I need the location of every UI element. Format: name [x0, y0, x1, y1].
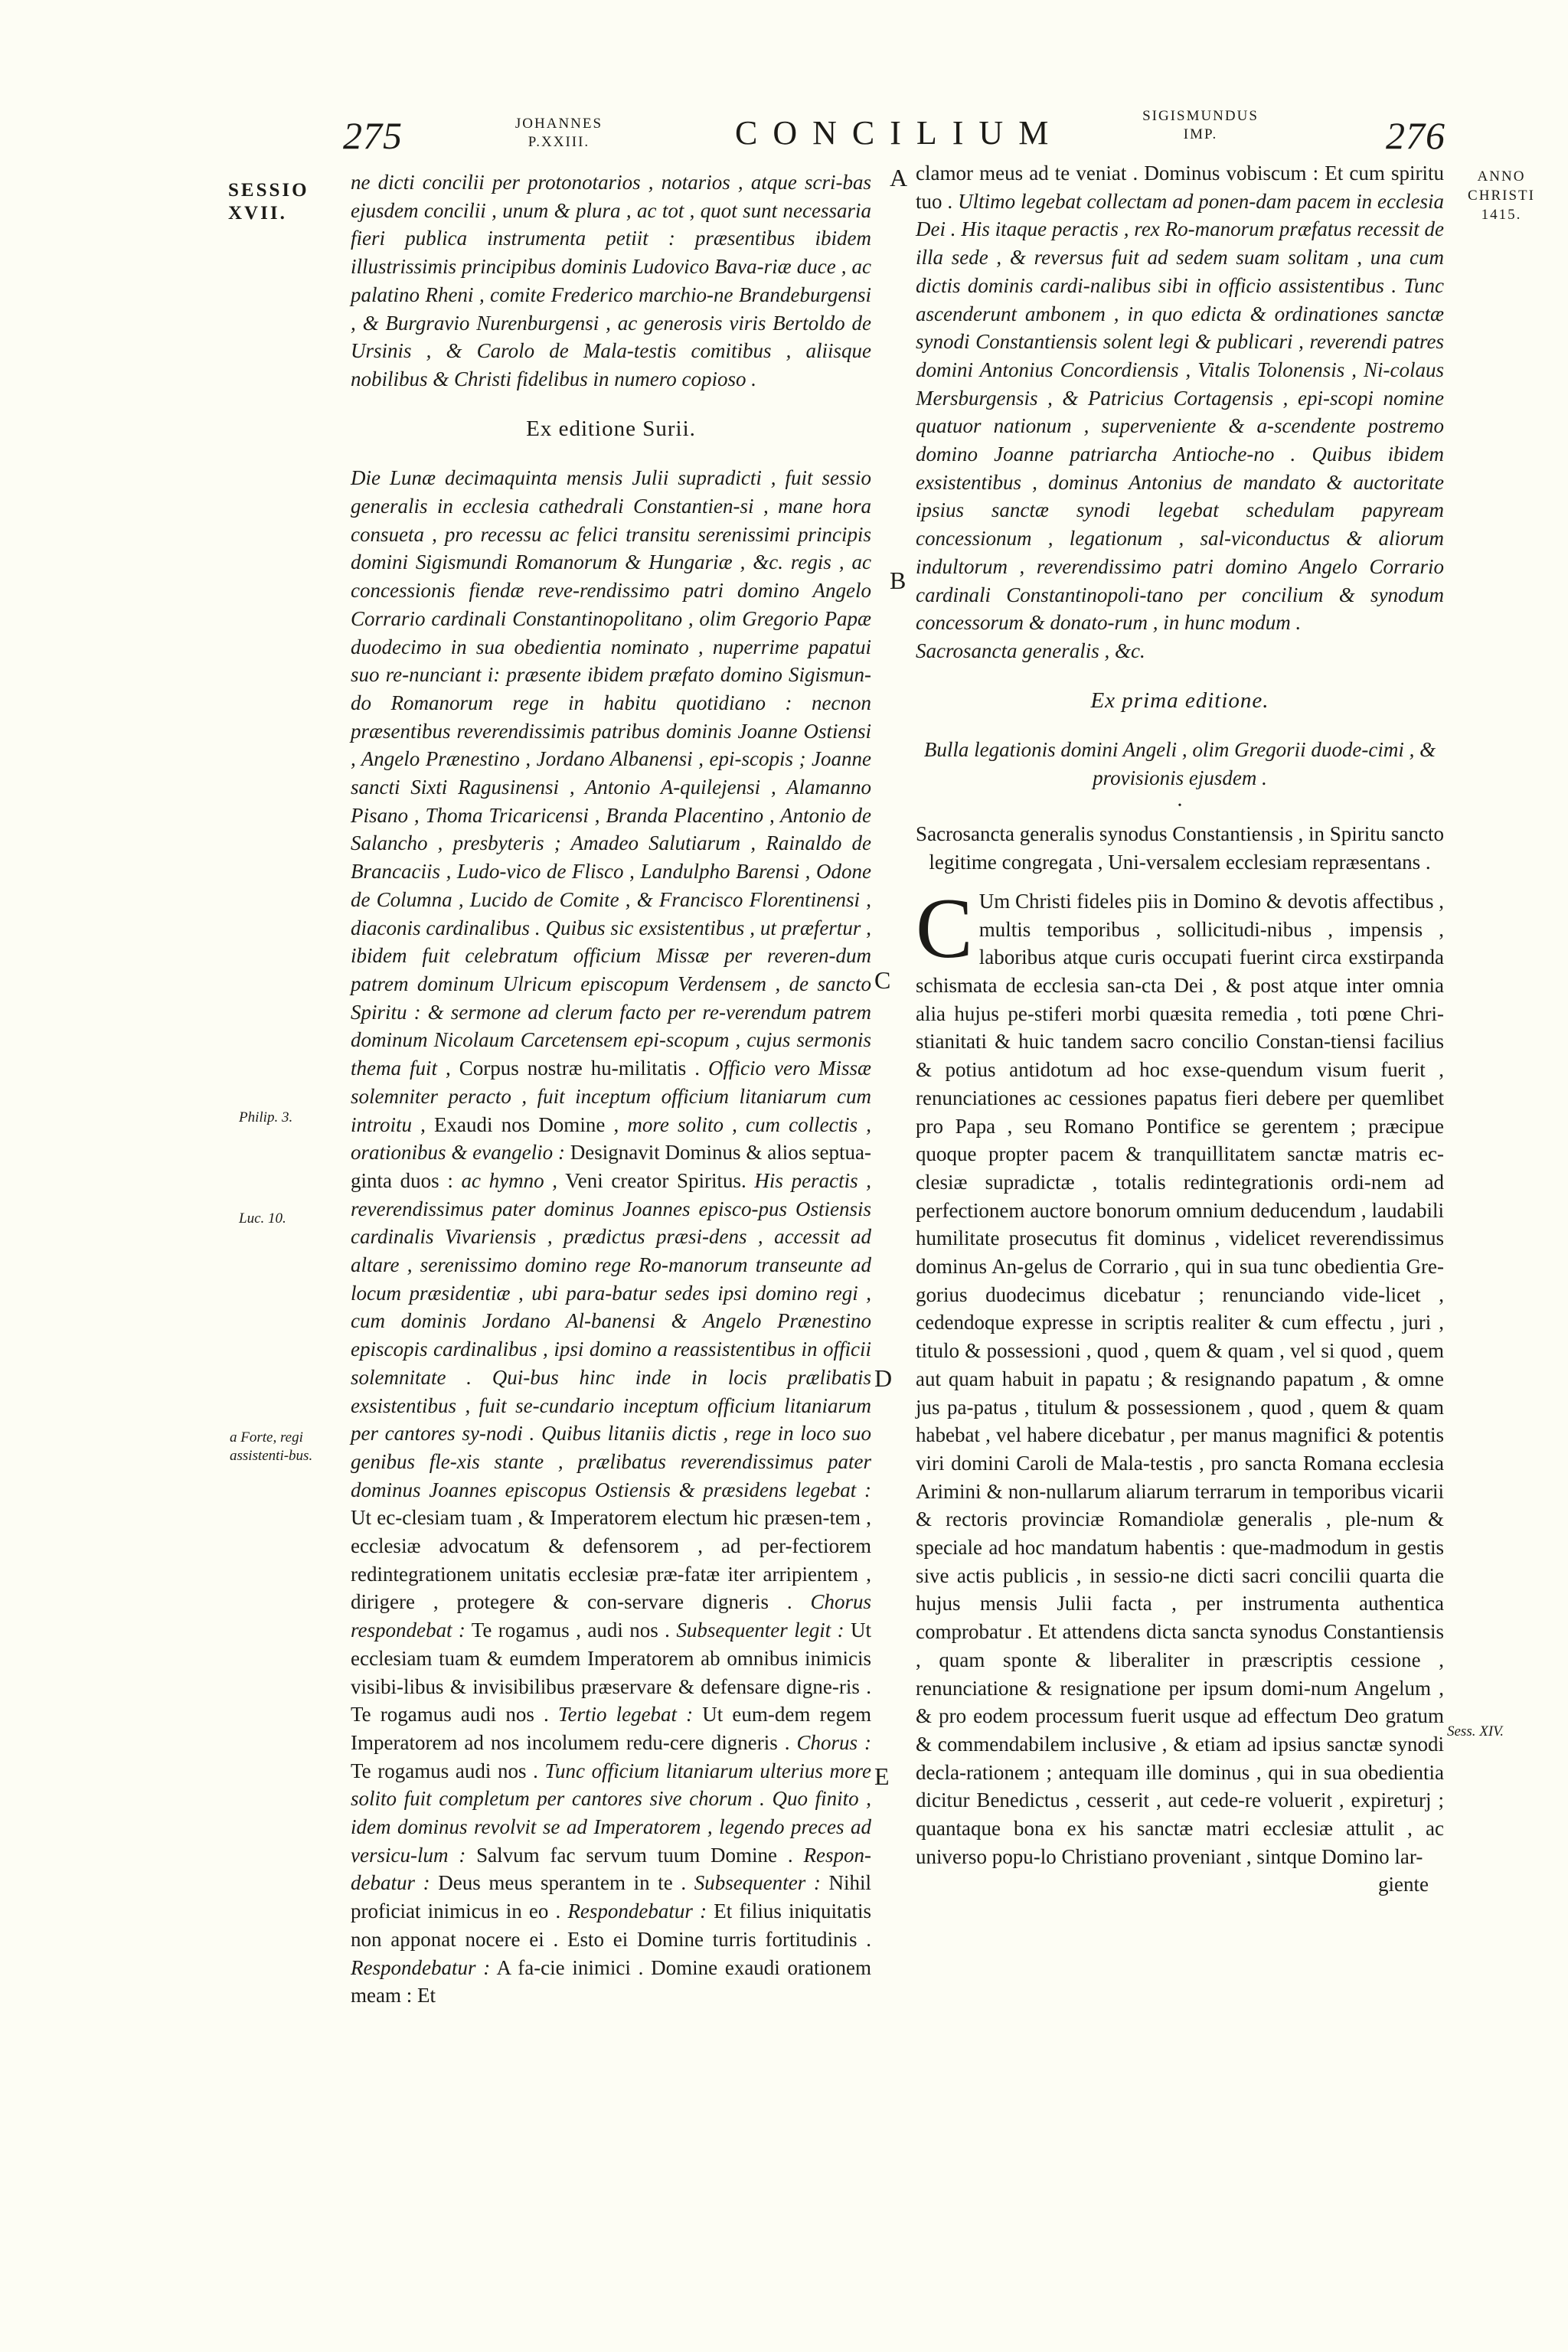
drop-capital: C — [916, 880, 973, 976]
section-letter-a: A — [890, 164, 908, 191]
anno-year: 1415. — [1481, 207, 1522, 223]
left-body-segment: Respon-debatur : — [351, 1843, 871, 1895]
margin-note-philip: Philip. 3. — [239, 1109, 293, 1125]
right-top-segment: Ultimo legebat collectam ad ponen-dam pacem in ecclesia Dei . His itaque peractis , rex Ro-manorum præfatus recessit de illa sede , & reversus fuit ad sedem suam solitam , una cum dictis dominis cardi-nalibus sibi in officio assistentibus . Tunc ascenderunt ambonem , in quo edicta & ordinationes sanctæ synodi Constantiensis solent legi & publicari , reverendi patres domini Antonius Concordiensis , Vitalis Tolonensis , Ni-colaus Mersburgensis , & Patricius Cortagensis , epi-scopi nomine quatuor nationum , superveniente & a-scendente postremo domino Joanne patriarcha Antioche-no . Quibus ibidem exsistentibus , dominus Antonius de mandato & auctoritate ipsius sanctæ synodi legebat schedulam papyream concessionum , legationum , sal-viconductus & aliorum indultorum , reverendissimo patri domino Angelo Corrario cardinali Constantinopoli-tano per concilium & synodum concessorum & donato-rum , in hunc modum . — [916, 189, 1444, 635]
left-intro-paragraph: ne dicti concilii per protonotarios , notarios , atque scri-bas ejusdem concilii , unum & plura , ac tot , quot sunt necessaria fieri publica instrumenta petiit : præsentibus ibidem illustrissimis principibus dominis Ludovico Bava-riæ duce , ac palatino Rheni , comite Frederico marchio-ne Brandeburgensi , & Burgravio Nurenburgensi , ac generosis viris Bertoldo de Ursinis , & Carolo de Mala-testis comitibus , aliisque nobilibus & Christi fidelibus in numero copioso . — [351, 171, 871, 390]
left-body-segment: Deus meus sperantem in te . — [430, 1871, 694, 1895]
bulla-body-text: Um Christi fideles piis in Domino & devotis affectibus , multis temporibus , sollicitudi-nibus , impensis , laboribus atque curis occupati fuerint circa exstirpanda schismata de ecclesia san-cta Dei , & post atque inter omnia alia hujus pe-stiferi morbi quæsita remedia , toti pœne Chri-stianitati & huic tandem sacro concilio Constan-tiensi facilius & potius antidotum ad hoc exse-quendum visum fuerit , renunciationes ac cessiones papatus fieri debere per quemlibet pro Papa , seu Romano Pontifice se gerentem ; præcipue quoque propter pacem & tranquillitatem sanctæ matris ec-clesiæ supradictæ , totalis redintegrationis ordi-nem ad perfectionem auctore bonorum omnium deducendum , laudabili humilitate prosecutus fit dominus , videlicet reverendissimus dominus An-gelus de Corrario , qui in sua tunc obedientia Gre-gorius duodecimus dicebatur ; renunciando vide-licet , cedendoque expresse in scriptis realiter & cum effectu , juri , titulo & possessioni , quod , quem & quam , vel si quod , quem aut quam habuit in papatu ; & resignando papatum , & omne jus pa-patus , titulum & possessionem , quod , quem & quam habebat , vel habere dicebatur , per manus magnifici & potentis viri domini Caroli de Mala-testis , pro sancta Romana ecclesia Arimini & non-nullarum aliarum terrarum in temporibus vicarii & rectoris provinciæ Romandiolæ generalis , ple-num & speciale ad hoc mandatum habentis : que-madmodum in gestis sive actis publicis , in sessio-ne dicti sacri concilii quarta die hujus mensis Julii facta , per instrumenta authentica comprobatur . Et attendens dicta sancta synodus Constantiensis , quam sponte & liberaliter in præscriptis cessione , renunciatione & resignatione per ipsum domi-num Angelum , & pro eodem processum fuerit usque ad effectum Deo gratum & commendabilem inclusive , & etiam ad ipsius sanctæ synodi decla-rationem ; antequam ille dominus , qui in sua obedientia dicitur Benedictus , cesserit , aut cede-re voluerit , expireturj ; quantaque bona ex his sanctæ matri ecclesiæ attulit , ac universo popu-lo Christiano proveniant , sintque Domino lar- — [916, 889, 1444, 1868]
margin-note-sess: Sess. XIV. — [1447, 1723, 1504, 1740]
right-top-segment: clamor meus ad te veniat . Dominus vobiscum : Et cum spiritu tuo . — [916, 162, 1444, 213]
left-body-segment: Exaudi nos Domine , — [425, 1112, 628, 1136]
session-label: SESSIO XVII. — [228, 180, 309, 224]
left-body-segment: Subsequenter legit : — [676, 1619, 844, 1642]
margin-note-luc: Luc. 10. — [239, 1210, 286, 1227]
left-body-segment: Ut eum-dem regem Imperatorem ad nos incolumem redu-cere digneris . — [351, 1703, 871, 1754]
right-running-head: SIGISMUNDUS IMP. — [1142, 108, 1259, 142]
section-letter-b: B — [890, 567, 906, 594]
right-page-number: 276 — [1386, 114, 1446, 157]
left-page-number: 275 — [343, 114, 403, 157]
left-body-segment: ac hymno , — [461, 1168, 558, 1192]
margin-note-forte: a Forte, regi assistenti-bus. — [230, 1429, 313, 1464]
left-body-paragraph — [351, 464, 871, 2010]
left-body-segment: Te rogamus , audi nos . — [465, 1619, 677, 1642]
left-body-segment: Subsequenter : — [694, 1871, 821, 1895]
anno-label: ANNO CHRISTI — [1468, 168, 1535, 204]
heading-editione-surii: Ex editione Surii. — [526, 416, 696, 441]
left-body-segment: Ut ecclesiam tuam & eumdem Imperatorem ab omnibus inimicis visibi-libus & invisibilibus præservare & defensare digne-ris . Te rogamus audi nos . — [351, 1619, 871, 1726]
synod-heading: Sacrosancta generalis synodus Constantiensis , in Spiritu sancto legitime congregata , Uni-versalem ecclesiam repræsentans . — [916, 822, 1444, 874]
left-body-segment: Tertio legebat : — [557, 1703, 694, 1726]
left-body-segment: A fa-cie inimici . Domine exaudi orationem meam : Et — [351, 1955, 872, 2007]
left-body-segment: Respondebatur : — [567, 1900, 707, 1923]
left-body-segment: Veni creator Spiritus. — [557, 1168, 755, 1192]
left-body-segment: Et filius iniquitatis non apponat nocere ei . Esto ei Domine turris fortitudinis . — [351, 1900, 872, 1951]
right-top-paragraph — [916, 159, 1444, 637]
left-column — [351, 168, 871, 2010]
left-body-segment: Die Lunæ decimaquinta mensis Julii supradicti , fuit sessio generalis in ecclesia cathedrali Constantien-si , mane hora consueta , pro recessu ac felici transitu serenissimi principis domini Sigismundi Romanorum & Hungariæ , &c. regis , ac concessionis fiendæ reve-rendissimo patri domino Angelo Corrario cardinali Constantinopolitano , olim Gregorio Papæ duodecimo in sua obedientia nominato , nuperrime papatui suo re-nunciant i: præsente ibidem præfato domino Sigismun-do Romanorum rege in habitu quotidiano : necnon præsentibus reverendissimis patribus dominis Joanne Ostiensi , Angelo Prænestino , Jordano Albanensi , epi-scopis ; Joanne sancti Sixti Ragusinensi , Antonio A-quilejensi , Alamanno Pisano , Thoma Tricaricensi , Branda Placentino , Antonio de Salancho , presbyteris ; Amadeo Salutiarum , Rainaldo de Brancaciis , Ludo-vico de Flisco , Landulpho Barensi , Odone de Columna , Lucido de Comite , & Francisco Florentinensi , diaconis cardinalibus . Quibus sic exsistentibus , ut præfertur , ibidem fuit celebratum officium Missæ per reveren-dum patrem dominum Ulricum episcopum Verdensem , de sancto Spiritu : & sermone ad clerum facto per re-verendum patrem dominum Nicolaum Carcetensem epi-scopum , cujus sermonis thema fuit , — [351, 466, 871, 1080]
running-title: CONCILIUM — [735, 114, 1064, 152]
left-body-segment: Designavit Dominus & alios septua-ginta duos : — [351, 1141, 871, 1192]
catchword: giente — [1378, 1873, 1429, 1896]
anno-christi — [1459, 167, 1544, 224]
left-body-segment: Te rogamus audi nos . — [351, 1759, 545, 1782]
ornament-star: • — [1178, 799, 1182, 812]
left-body-segment: Officio vero Missæ solemniter peracto , fuit inceptum officium litaniarum cum introitu , — [351, 1057, 871, 1136]
left-body-segment: Salvum fac servum tuum Domine . — [466, 1843, 804, 1867]
heading-prima-editione: Ex prima editione. — [1090, 688, 1269, 713]
left-body-segment: Chorus : — [796, 1730, 871, 1754]
bulla-title: Bulla legationis domini Angeli , olim Gregorii duode-cimi , & provisionis ejusdem . — [923, 738, 1436, 790]
left-body-segment: His peractis , reverendissimus pater dominus Joannes episco-pus Ostiensis cardinalis Vivariensis , prædictus præsi-dens , accessit ad altare , serenissimo domino rege Ro-manorum transeunte ad locum præsidentiæ , ubi para-batur sedes ipsi domino regi , cum dominis Jordano Al-banensi & Angelo Prænestino episcopis cardinalibus , ipsi domino a reassistentibus in officii solemnitate . Qui-bus hinc inde in locis prælibatis exsistentibus , fuit se-cundario inceptum officium litaniarum per cantores sy-nodi . Quibus litaniis dictis , rege in loco suo genibus fle-xis stante , prælibatus reverendissimus pater dominus Joannes episcopus Ostiensis & præsidens legebat : — [351, 1168, 871, 1501]
left-body-segment: Nihil proficiat inimicus in eo . — [351, 1871, 871, 1923]
right-column — [916, 159, 1444, 1899]
left-body-segment: Chorus respondebat : — [351, 1590, 871, 1642]
left-body-segment: Corpus nostræ hu-militatis . — [450, 1057, 709, 1080]
left-body-segment: Ut ec-clesiam tuam , & Imperatorem electum hic præsen-tem , ecclesiæ advocatum & defensorem , ad per-fectiorem redintegrationem unitatis ecclesiæ præ-fatæ iter arripientem , dirigere , protegere & con-servare digneris . — [351, 1506, 871, 1614]
left-body-segment: Respondebatur : — [351, 1955, 491, 1979]
section-letter-d: D — [874, 1364, 893, 1392]
section-letter-e: E — [874, 1762, 890, 1790]
section-letter-c: C — [874, 966, 891, 994]
sacrosancta-line: Sacrosancta generalis , &c. — [916, 639, 1145, 662]
left-body-segment: Tunc officium litaniarum ulterius more solito fuit completum per cantores sive chorum . Quo finito , idem dominus revolvit se ad Imperatorem , legendo preces ad versicu-lum : — [351, 1759, 871, 1867]
left-running-head: JOHANNES P.XXIII. — [514, 116, 603, 150]
left-body-segment: more solito , cum collectis , orationibus & evangelio : — [351, 1112, 871, 1165]
